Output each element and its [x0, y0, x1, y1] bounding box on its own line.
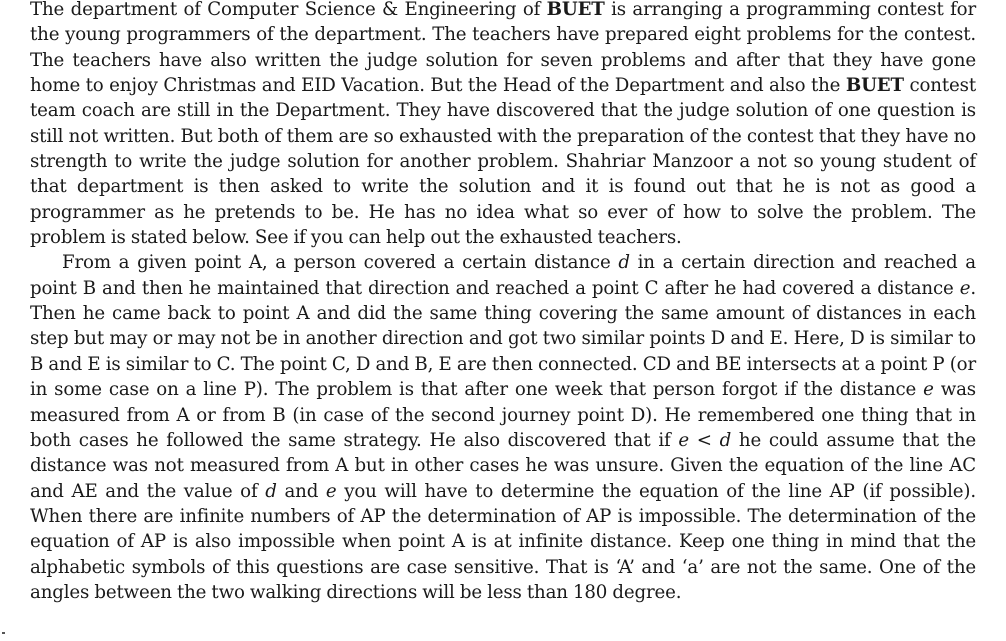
page-edge-mark [2, 632, 5, 634]
text-run: he could assume that the distance was not measured from A but in other cases he was unsure. Given the equation of the line AC and AE and the value of [30, 429, 976, 502]
problem-statement [30, 0, 976, 605]
math-symbol: d [265, 480, 277, 502]
math-symbol: e [923, 379, 934, 401]
text-run: you will have to determine the equation of the line AP (if possible). When there are infinite numbers of AP the determination of AP is impossible. The determination of the equation of AP is also impossible when point A is at infinite distance. Keep one thing in mind that the alphabetic symbols of this questions are case sensitive. That is ‘A’ and ‘a’ are not the same. One of the angles between the two walking directions will be less than 180 degree. [30, 480, 976, 603]
math-symbol: e < d [678, 429, 732, 451]
math-symbol: e [959, 277, 971, 299]
text-run: is arranging a programming contest for the young programmers of the department. The teachers have prepared eight problems for the contest. The teachers have also written the judge solution for seven problems and after that they have gone home to enjoy Christmas and EID Vacation. But the Head of the Department and also the [30, 0, 976, 97]
paragraph-problem [30, 250, 976, 605]
text-run: and [276, 480, 326, 502]
text-run: From a given point A, a person covered a certain distance [62, 252, 619, 274]
text-run: in a certain direction and reached a point B and then he maintained that direction and reached a point C after he had covered a distance [30, 252, 976, 299]
paragraph-intro [30, 0, 976, 250]
text-run: was measured from A or from B (in case of the second journey point D). He remembered one thing that in both cases he followed the same strategy. He also discovered that if [30, 379, 976, 451]
text-run: contest team coach are still in the Department. They have discovered that the judge solution of one question is still not written. But both of them are so exhausted with the preparation of the contest that they have no strength to write the judge solution for another problem. Shahriar Manzoor a not so young student of that department is then asked to write the solution and it is found out that he is not as good a programmer as he pretends to be. He has no idea what so ever of how to solve the problem. The problem is stated below. See if you can help out the exhausted teachers. [30, 75, 976, 249]
text-run: The department of Computer Science & Engineering of [30, 0, 547, 20]
bold-text: BUET [546, 0, 605, 20]
math-symbol: e [325, 480, 337, 502]
text-run: . Then he came back to point A and did the same thing covering the same amount of distances in each step but may or may not be in another direction and got two similar points D and E. Here, D is similar to B and E is similar to C. The point C, D and B, E are then connected. CD and BE intersects at a point P (or in some case on a line P). The problem is that after one week that person forgot if the distance [30, 277, 976, 401]
bold-text: BUET [845, 75, 904, 97]
math-symbol: d [618, 252, 630, 274]
